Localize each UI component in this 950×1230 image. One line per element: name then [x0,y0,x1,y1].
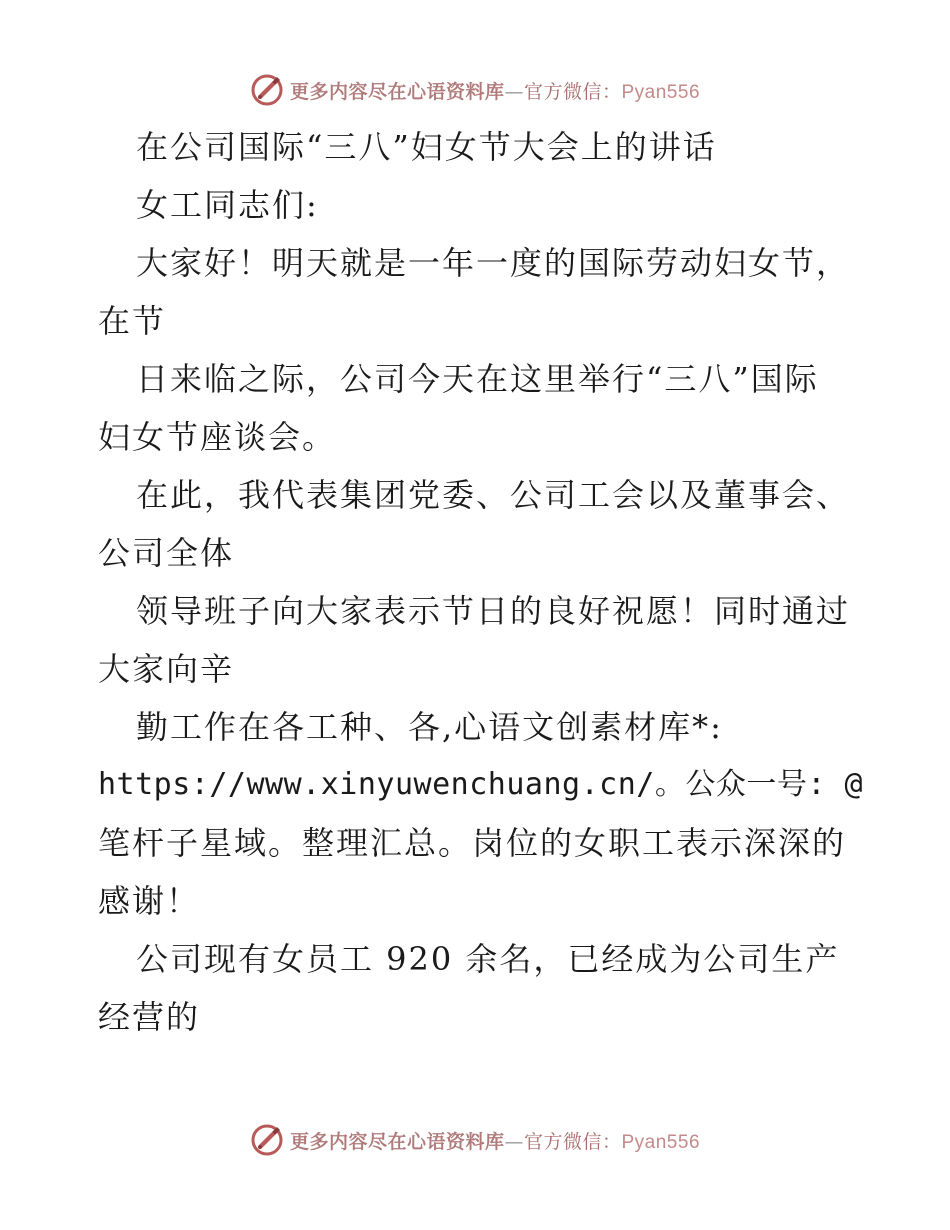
banner-separator: — [504,1130,524,1153]
paragraph-line: 在此，我代表集团党委、公司工会以及董事会、 [136,476,851,514]
logo-icon [250,73,284,107]
paragraph-line: 大家好！明天就是一年一度的国际劳动妇女节， [136,244,851,282]
banner-title: 更多内容尽在心语资料库 [289,80,505,103]
paragraph-line: 笔杆子星域。整理汇总。岗位的女职工表示深深的 [98,824,847,862]
body-text [98,118,864,1046]
banner-separator: — [504,80,524,103]
paragraph-line: 公司现有女员工 920 余名，已经成为公司生产 [136,940,840,978]
paragraph-line: 大家向辛 [98,650,235,688]
paragraph-line: 公司全体 [98,534,235,572]
banner-wechat-label: 官方微信： [523,1130,622,1153]
paragraph-line: 在节 [98,302,167,340]
banner-wechat-id: Pyan556 [621,81,701,103]
header-banner [0,70,950,110]
footer-banner [0,1120,950,1160]
paragraph-line: 感谢！ [98,882,201,920]
title-line: 在公司国际“三八”妇女节大会上的讲话 [136,128,717,166]
banner-wechat-id: Pyan556 [621,1131,701,1153]
paragraph-line: 领导班子向大家表示节日的良好祝愿！同时通过 [136,592,851,630]
banner-wechat-label: 官方微信： [523,80,622,103]
paragraph-line: 日来临之际，公司今天在这里举行“三八”国际 [136,360,819,398]
salutation-line: 女工同志们: [136,186,319,224]
paragraph-line: 经营的 [98,998,201,1036]
banner-title: 更多内容尽在心语资料库 [289,1130,505,1153]
paragraph-line: 勤工作在各工种、各,心语文创素材库*: [136,708,723,746]
url-line: https://www.xinyuwenchuang.cn/。公众一号: @ [98,767,864,802]
paragraph-line: 妇女节座谈会。 [98,418,337,456]
logo-icon [250,1123,284,1157]
